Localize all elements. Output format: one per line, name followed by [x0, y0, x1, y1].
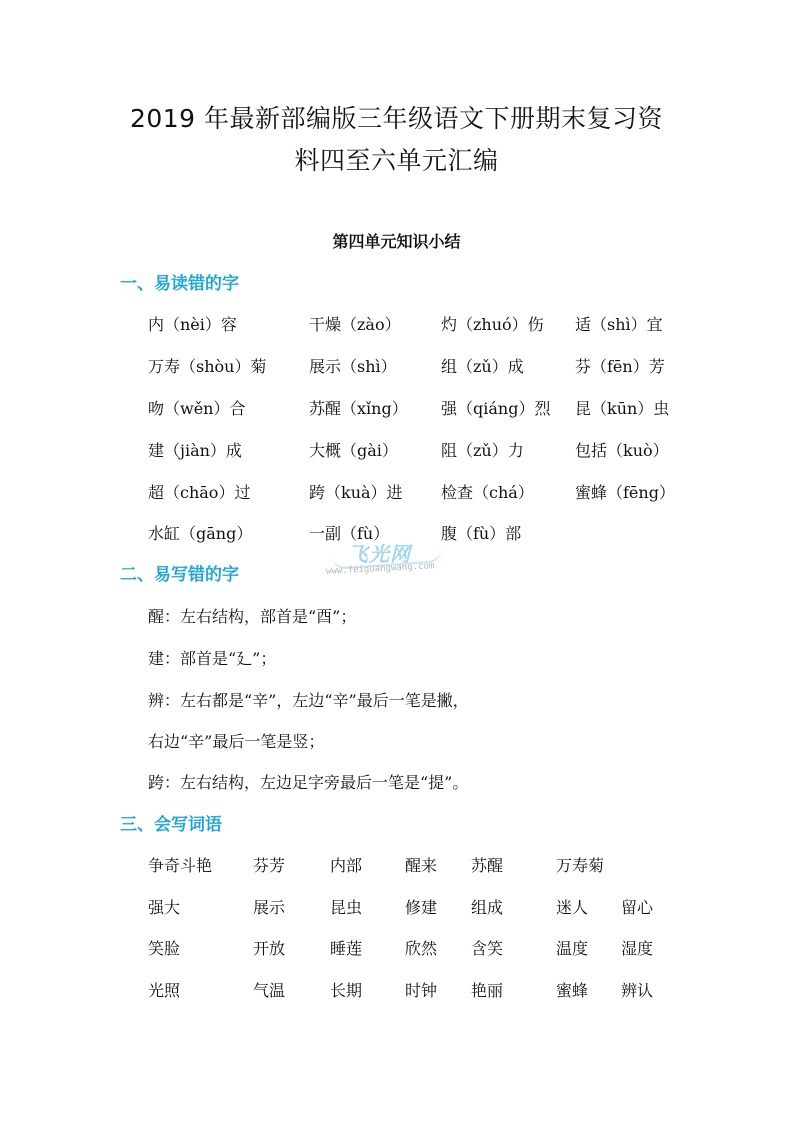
- word-cell: 醒来: [405, 856, 438, 875]
- misread-cell: 水缸（gāng）: [148, 524, 253, 543]
- unit-subtitle: 第四单元知识小结: [332, 232, 461, 251]
- word-cell: 迷人: [556, 898, 589, 917]
- word-cell: 时钟: [405, 981, 438, 1000]
- word-cell: 开放: [253, 939, 286, 958]
- section-heading-miswritten: 二、易写错的字: [120, 565, 239, 585]
- word-cell: 修建: [405, 898, 438, 917]
- word-cell: 辨认: [621, 981, 654, 1000]
- misread-cell: 大概（gài）: [309, 441, 398, 460]
- word-cell: 光照: [148, 981, 181, 1000]
- misread-cell: 腹（fù）部: [441, 524, 522, 543]
- miswritten-line: 醒：左右结构，部首是“酉”；: [148, 607, 357, 626]
- misread-cell: 灼（zhuó）伤: [441, 315, 544, 334]
- misread-cell: 组（zǔ）成: [441, 357, 524, 376]
- watermark-url: www.feiguangwang.com: [325, 561, 435, 577]
- word-cell: 气温: [253, 981, 286, 1000]
- word-cell: 内部: [330, 856, 363, 875]
- watermark: [326, 538, 462, 588]
- misread-cell: 适（shì）宜: [575, 315, 663, 334]
- word-cell: 睡莲: [330, 939, 363, 958]
- document-title-line-2: 料四至六单元汇编: [294, 146, 499, 175]
- word-cell: 芬芳: [253, 856, 286, 875]
- word-cell: 组成: [471, 898, 504, 917]
- misread-cell: 蜜蜂（fēng）: [575, 483, 675, 502]
- word-cell: 含笑: [471, 939, 504, 958]
- misread-cell: 强（qiáng）烈: [441, 399, 551, 418]
- misread-cell: 包括（kuò）: [575, 441, 669, 460]
- misread-cell: 内（nèi）容: [148, 315, 237, 334]
- document-title-line-1: 2019 年最新部编版三年级语文下册期末复习资: [129, 104, 664, 133]
- misread-cell: 阻（zǔ）力: [441, 441, 524, 460]
- misread-cell: 昆（kūn）虫: [575, 399, 670, 418]
- misread-cell: 跨（kuà）进: [309, 483, 403, 502]
- misread-cell: 万寿（shòu）菊: [148, 357, 267, 376]
- word-cell: 温度: [556, 939, 589, 958]
- word-cell: 展示: [253, 898, 286, 917]
- miswritten-line: 右边“辛”最后一笔是竖；: [148, 732, 325, 751]
- word-cell: 湿度: [621, 939, 654, 958]
- word-cell: 苏醒: [471, 856, 504, 875]
- misread-cell: 芬（fēn）芳: [575, 357, 665, 376]
- misread-cell: 展示（shì）: [309, 357, 397, 376]
- misread-cell: 吻（wěn）合: [148, 399, 246, 418]
- misread-cell: 超（chāo）过: [148, 483, 251, 502]
- miswritten-line: 建：部首是“廴”；: [148, 649, 277, 668]
- misread-cell: 苏醒（xǐng）: [309, 399, 408, 418]
- word-cell: 留心: [621, 898, 654, 917]
- word-cell: 万寿菊: [556, 856, 605, 875]
- watermark-logo: 飞光网: [348, 542, 411, 566]
- word-cell: 艳丽: [471, 981, 504, 1000]
- word-cell: 欣然: [405, 939, 438, 958]
- misread-cell: 干燥（zào）: [309, 315, 401, 334]
- word-cell: 争奇斗艳: [148, 856, 213, 875]
- misread-cell: 一副（fù）: [309, 524, 390, 543]
- word-cell: 蜜蜂: [556, 981, 589, 1000]
- misread-cell: 检查（chá）: [441, 483, 534, 502]
- section-heading-misread: 一、易读错的字: [120, 274, 239, 294]
- word-cell: 长期: [330, 981, 363, 1000]
- section-heading-words: 三、会写词语: [120, 815, 222, 835]
- miswritten-line: 跨：左右结构，左边足字旁最后一笔是“提”。: [148, 773, 469, 792]
- word-cell: 昆虫: [330, 898, 363, 917]
- miswritten-line: 辨：左右都是“辛”，左边“辛”最后一笔是撇，: [148, 691, 469, 710]
- word-cell: 强大: [148, 898, 181, 917]
- misread-cell: 建（jiàn）成: [148, 441, 242, 460]
- word-cell: 笑脸: [148, 939, 181, 958]
